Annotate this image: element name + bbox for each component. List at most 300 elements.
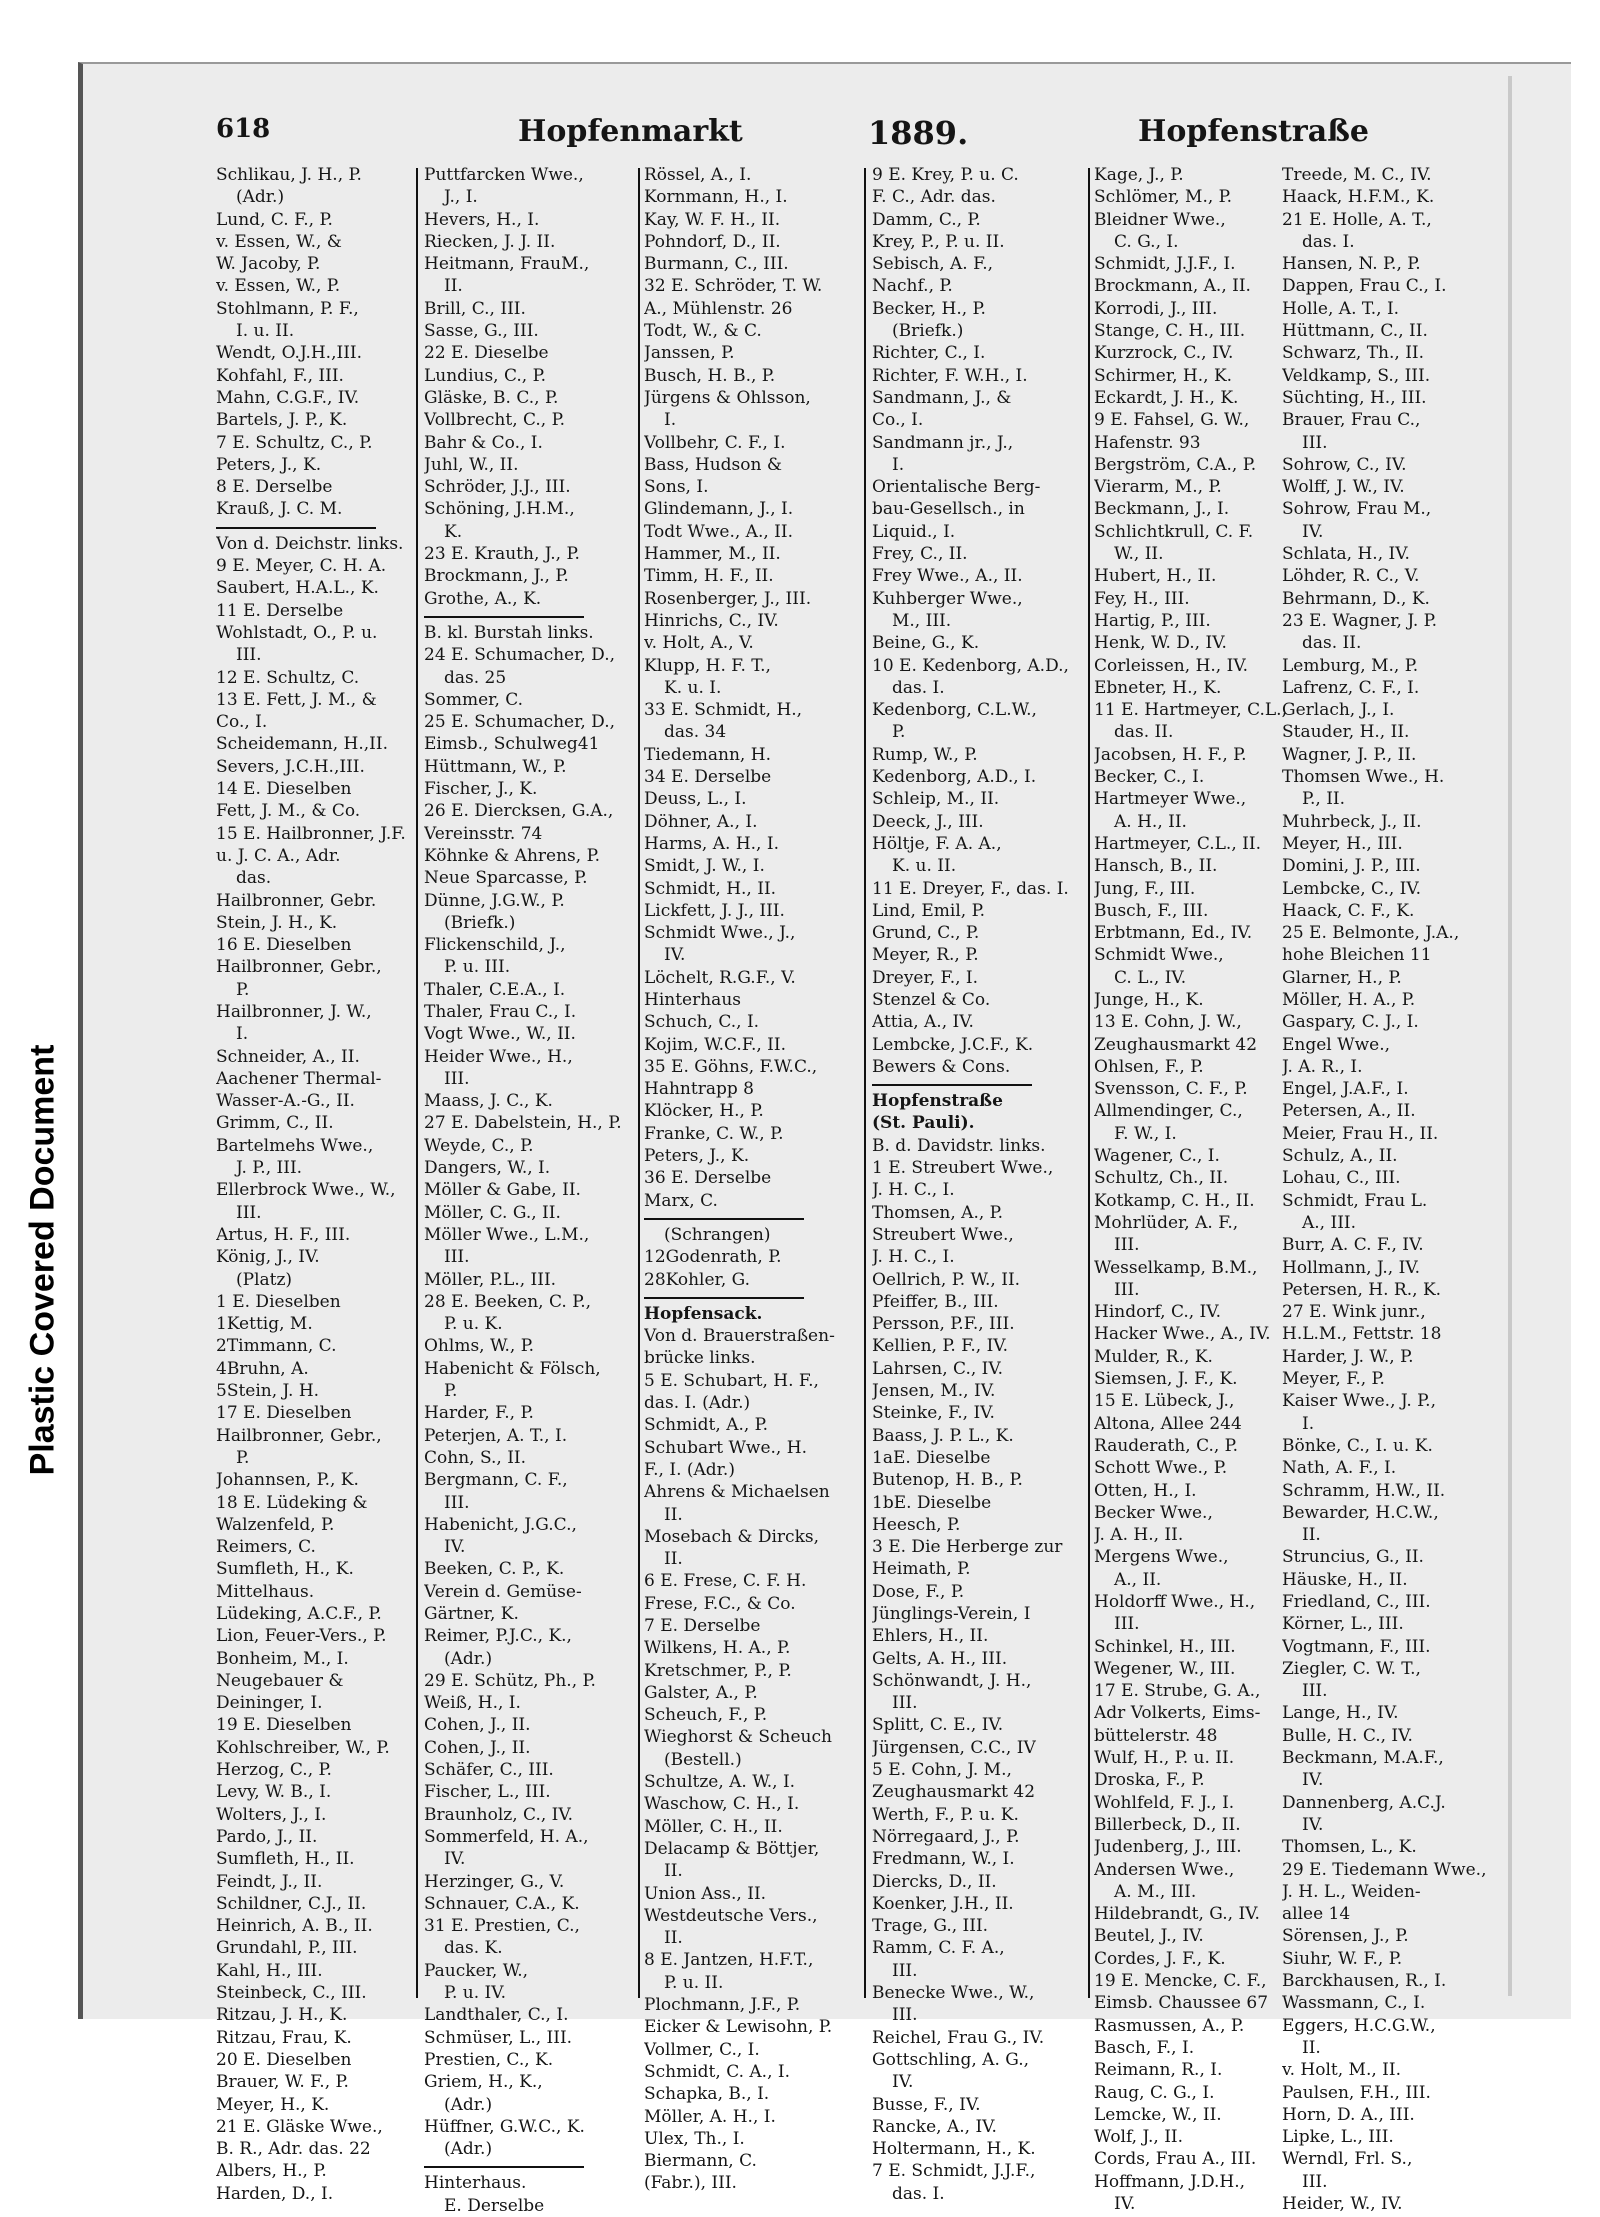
directory-line: Heinrich, A. B., II. xyxy=(216,1916,373,1937)
directory-line: 36 E. Derselbe xyxy=(644,1168,772,1189)
directory-line: Pohndorf, D., II. xyxy=(644,231,781,252)
directory-line: brücke links. xyxy=(644,1348,756,1369)
directory-line: Meyer, F., P. xyxy=(1282,1369,1385,1390)
directory-column-1 xyxy=(216,164,444,2205)
directory-line: Ahrens & Michaelsen xyxy=(644,1482,830,1503)
directory-line: III. xyxy=(1302,2171,1328,2192)
directory-line: Dangers, W., I. xyxy=(424,1158,551,1179)
directory-column-3 xyxy=(644,164,869,2195)
directory-line: Hartmeyer, C.L., II. xyxy=(1094,833,1261,854)
directory-line: Hevers, H., I. xyxy=(424,209,540,230)
directory-line: Jung, F., III. xyxy=(1094,878,1196,899)
directory-line: 19 E. Dieselben xyxy=(216,1715,352,1736)
directory-line: F. C., Adr. das. xyxy=(872,187,996,208)
directory-line: IV. xyxy=(444,1849,466,1870)
directory-line: Neue Sparcasse, P. xyxy=(424,868,588,889)
directory-line: Schmidt, A., P. xyxy=(644,1415,769,1436)
directory-line: Burr, A. C. F., IV. xyxy=(1282,1235,1424,1256)
directory-line: Klöcker, H., P. xyxy=(644,1101,764,1122)
directory-line: das. 25 xyxy=(444,667,507,688)
directory-line: Rauderath, C., P. xyxy=(1094,1435,1239,1456)
directory-line: Zeughausmarkt 42 xyxy=(872,1782,1036,1803)
directory-line: Krauß, J. C. M. xyxy=(216,499,343,520)
directory-line: Holle, A. T., I. xyxy=(1282,298,1400,319)
directory-line: 7 E. Schmidt, J.J.F., xyxy=(872,2161,1036,2182)
directory-line: Waschow, C. H., I. xyxy=(644,1794,800,1815)
directory-line: Beutel, J., IV. xyxy=(1094,1926,1204,1947)
directory-line: W. Jacoby, P. xyxy=(216,254,321,275)
directory-line: Beine, G., K. xyxy=(872,633,980,654)
directory-line: Altona, Allee 244 xyxy=(1094,1413,1242,1434)
directory-line: Cordes, J. F., K. xyxy=(1094,1948,1226,1969)
directory-line: Fredmann, W., I. xyxy=(872,1849,1015,1870)
directory-line: II. xyxy=(664,1928,683,1949)
directory-line: (Fabr.), III. xyxy=(644,2173,737,2194)
directory-line: Andersen Wwe., xyxy=(1094,1859,1235,1880)
directory-line: Griem, H., K., xyxy=(424,2072,543,2093)
directory-line: 33 E. Schmidt, H., xyxy=(644,700,803,721)
directory-line: Cohen, J., II. xyxy=(424,1715,531,1736)
directory-line: Schlata, H., IV. xyxy=(1282,544,1410,565)
directory-line: Wohlstadt, O., P. u. xyxy=(216,622,378,643)
directory-line: Weyde, C., P. xyxy=(424,1135,534,1156)
directory-line: 11 E. Dreyer, F., das. I. xyxy=(872,878,1069,899)
directory-line: III. xyxy=(1302,1681,1328,1702)
directory-line: Union Ass., II. xyxy=(644,1883,767,1904)
directory-line: v. Essen, W., P. xyxy=(216,276,341,297)
directory-line: Bewers & Cons. xyxy=(872,1056,1011,1077)
directory-line: P. u. III. xyxy=(444,957,511,978)
directory-line: Wolff, J. W., IV. xyxy=(1282,477,1405,498)
directory-line: Hüffner, G.W.C., K. xyxy=(424,2116,585,2137)
directory-line: Rancke, A., IV. xyxy=(872,2116,997,2137)
directory-line: Becker, C., I. xyxy=(1094,767,1205,788)
directory-column-6 xyxy=(1282,164,1492,2215)
directory-line: Hinterhaus. xyxy=(424,2173,527,2194)
directory-line: 28Kohler, G. xyxy=(644,1269,751,1290)
directory-line: Levy, W. B., I. xyxy=(216,1782,332,1803)
directory-line: Sandmann, J., & xyxy=(872,387,1012,408)
directory-line: Puttfarcken Wwe., xyxy=(424,165,584,185)
directory-line: Vierarm, M., P. xyxy=(1094,477,1222,498)
directory-column-5 xyxy=(1094,164,1299,2215)
directory-line: I. xyxy=(1302,1413,1315,1434)
directory-line: Wassmann, C., I. xyxy=(1282,1993,1426,2014)
directory-line: Harder, F., P. xyxy=(424,1403,534,1424)
directory-line: Mittelhaus. xyxy=(216,1581,315,1602)
directory-line: Schnauer, C.A., K. xyxy=(424,1893,580,1914)
right-running-title: Hopfenstraße xyxy=(1138,114,1370,149)
directory-line: Ramm, C. F. A., xyxy=(872,1938,1005,1959)
directory-line: Hinrichs, C., IV. xyxy=(644,610,779,631)
section-divider xyxy=(872,1084,1032,1086)
directory-line: Kuhberger Wwe., xyxy=(872,588,1023,609)
directory-line: Hildebrandt, G., IV. xyxy=(1094,1904,1260,1925)
directory-line: Droska, F., P. xyxy=(1094,1770,1205,1791)
directory-line: Thomsen, A., P. xyxy=(872,1202,1004,1223)
directory-line: Riecken, J. J. II. xyxy=(424,231,556,252)
directory-line: Wieghorst & Scheuch xyxy=(644,1727,832,1748)
directory-line: Schultz, Ch., II. xyxy=(1094,1168,1229,1189)
directory-line: Vollmer, C., I. xyxy=(644,2039,760,2060)
directory-line: J. P., III. xyxy=(236,1158,303,1179)
directory-line: H.L.M., Fettstr. 18 xyxy=(1282,1324,1442,1345)
directory-line: C. L., IV. xyxy=(1114,967,1187,988)
directory-line: Albers, H., P. xyxy=(216,2161,327,2182)
directory-line: 1bE. Dieselbe xyxy=(872,1492,992,1513)
directory-line: Döhner, A., I. xyxy=(644,811,758,832)
directory-line: B. R., Adr. das. 22 xyxy=(216,2139,371,2160)
directory-line: Wilkens, H. A., P. xyxy=(644,1638,791,1659)
directory-line: III. xyxy=(1114,1614,1140,1635)
column-rule xyxy=(638,168,640,1998)
directory-line: 27 E. Wink junr., xyxy=(1282,1302,1426,1323)
directory-line: Heitmann, FrauM., xyxy=(424,254,590,275)
directory-line: Jünglings-Verein, I xyxy=(872,1604,1031,1624)
directory-line: 9 E. Fahsel, G. W., xyxy=(1094,410,1250,431)
directory-line: Fey, H., III. xyxy=(1094,588,1190,609)
directory-line: Dreyer, F., I. xyxy=(872,967,979,988)
directory-line: (Briefk.) xyxy=(892,321,964,342)
directory-line: Timm, H. F., II. xyxy=(644,566,774,587)
directory-line: 5Stein, J. H. xyxy=(216,1381,320,1402)
directory-line: Eimsb., Schulweg41 xyxy=(424,734,600,755)
directory-line: A., Mühlenstr. 26 xyxy=(644,298,793,319)
directory-line: Bönke, C., I. u. K. xyxy=(1282,1435,1433,1456)
directory-line: 25 E. Schumacher, D., xyxy=(424,712,616,733)
directory-line: Wendt, O.J.H.,III. xyxy=(216,343,363,364)
directory-line: F. W., I. xyxy=(1114,1123,1177,1144)
directory-line: Landthaler, C., I. xyxy=(424,2005,569,2026)
directory-line: (Adr.) xyxy=(236,187,285,208)
directory-line: Vollbrecht, C., P. xyxy=(424,410,566,431)
directory-line: Schultze, A. W., I. xyxy=(644,1772,796,1793)
directory-line: A. M., III. xyxy=(1114,1881,1197,1902)
directory-line: Thaler, C.E.A., I. xyxy=(424,979,566,1000)
directory-line: Kotkamp, C. H., II. xyxy=(1094,1190,1255,1211)
directory-line: Schildner, C.J., II. xyxy=(216,1893,367,1914)
directory-line: Sommer, C. xyxy=(424,689,524,710)
directory-line: 10 E. Kedenborg, A.D., xyxy=(872,655,1069,676)
directory-line: 14 E. Dieselben xyxy=(216,779,352,800)
directory-line: 23 E. Krauth, J., P. xyxy=(424,544,580,565)
directory-line: Marx, C. xyxy=(644,1190,718,1211)
directory-line: Todt Wwe., A., II. xyxy=(644,521,793,542)
directory-line: Sohrow, Frau M., xyxy=(1282,499,1432,520)
directory-line: IV. xyxy=(892,2072,914,2093)
directory-line: Lemburg, M., P. xyxy=(1282,655,1419,676)
directory-line: Petersen, A., II. xyxy=(1282,1101,1416,1122)
directory-line: B. kl. Burstah links. xyxy=(424,622,594,643)
directory-line: Kaiser Wwe., J. P., xyxy=(1282,1391,1436,1412)
directory-line: Haack, H.F.M., K. xyxy=(1282,187,1435,208)
directory-line: IV. xyxy=(1302,1770,1324,1791)
directory-line: P. xyxy=(444,1381,458,1402)
directory-line: K. u. I. xyxy=(664,677,722,698)
directory-line: III. xyxy=(892,1960,918,1981)
directory-line: Henk, W. D., IV. xyxy=(1094,633,1227,654)
directory-line: Schmüser, L., III. xyxy=(424,2027,573,2048)
directory-line: Grimm, C., II. xyxy=(216,1113,334,1134)
directory-line: Vollbehr, C. F., I. xyxy=(644,432,786,453)
directory-line: Schmidt, J.J.F., I. xyxy=(1094,254,1236,275)
directory-line: Rosenberger, J., III. xyxy=(644,588,812,609)
directory-line: Dappen, Frau C., I. xyxy=(1282,276,1447,297)
directory-line: Sörensen, J., P. xyxy=(1282,1926,1409,1947)
directory-line: Maass, J. C., K. xyxy=(424,1091,553,1112)
directory-line: Neugebauer & xyxy=(216,1670,344,1691)
directory-line: II. xyxy=(664,1861,683,1882)
directory-line: 23 E. Wagner, J. P. xyxy=(1282,610,1438,631)
directory-line: Schröder, J.J., III. xyxy=(424,477,571,498)
directory-line: 3 E. Die Herberge zur xyxy=(872,1537,1063,1558)
directory-line: Brill, C., III. xyxy=(424,298,526,319)
directory-line: Aachener Thermal- xyxy=(216,1068,382,1089)
directory-line: Sumfleth, H., K. xyxy=(216,1559,354,1580)
directory-line: Hindorf, C., IV. xyxy=(1094,1302,1221,1323)
directory-line: Kornmann, H., I. xyxy=(644,187,788,208)
directory-line: J. H. C., I. xyxy=(872,1180,955,1201)
directory-line: III. xyxy=(444,1247,470,1268)
directory-line: Tiedemann, H. xyxy=(644,744,771,765)
directory-line: II. xyxy=(1302,2037,1321,2058)
directory-line: Hollmann, J., IV. xyxy=(1282,1257,1421,1278)
directory-line: v. Holt, M., II. xyxy=(1282,2060,1401,2081)
directory-line: Persson, P.F., III. xyxy=(872,1314,1015,1335)
directory-line: Eicker & Lewisohn, P. xyxy=(644,2017,833,2038)
directory-line: Reimers, C. xyxy=(216,1537,316,1558)
directory-line: Sebisch, A. F., xyxy=(872,254,994,275)
directory-line: Heesch, P. xyxy=(872,1514,961,1535)
directory-line: Burmann, C., III. xyxy=(644,254,789,275)
directory-line: Ritzau, J. H., K. xyxy=(216,2005,348,2026)
directory-line: Svensson, C. F., P. xyxy=(1094,1079,1248,1100)
directory-line: Bewarder, H.C.W., xyxy=(1282,1502,1439,1523)
directory-line: Junge, H., K. xyxy=(1094,989,1204,1010)
directory-line: Schott Wwe., P. xyxy=(1094,1458,1228,1479)
directory-line: Lafrenz, C. F., I. xyxy=(1282,677,1420,698)
directory-line: III. xyxy=(1302,432,1328,453)
directory-line: Sasse, G., III. xyxy=(424,321,539,342)
directory-line: Meyer, H., III. xyxy=(1282,833,1403,854)
directory-line: Galster, A., P. xyxy=(644,1682,758,1703)
directory-line: II. xyxy=(444,276,463,297)
directory-line: Heider Wwe., H., xyxy=(424,1046,573,1067)
directory-line: Horn, D. A., III. xyxy=(1282,2104,1415,2125)
directory-line: P. xyxy=(236,979,250,1000)
directory-line: Glindemann, J., I. xyxy=(644,499,794,520)
directory-line: (Bestell.) xyxy=(664,1749,742,1770)
directory-line: Kurzrock, C., IV. xyxy=(1094,343,1234,364)
directory-line: Cohn, S., II. xyxy=(424,1447,527,1468)
directory-line: 24 E. Schumacher, D., xyxy=(424,645,616,666)
directory-line: A., III. xyxy=(1302,1212,1357,1233)
directory-line: 9 E. Krey, P. u. C. xyxy=(872,165,1019,185)
directory-line: Schmidt, Frau L. xyxy=(1282,1190,1428,1211)
directory-line: (Adr.) xyxy=(444,2094,493,2115)
directory-line: Löhder, R. C., V. xyxy=(1282,566,1420,587)
directory-line: bau-Gesellsch., in xyxy=(872,499,1025,520)
directory-line: I. xyxy=(236,1024,249,1045)
directory-line: Von d. Deichstr. links. xyxy=(216,533,404,554)
directory-line: E. Derselbe xyxy=(444,2195,545,2216)
directory-line: Hansch, B., II. xyxy=(1094,856,1218,877)
directory-line: Möller, C. G., II. xyxy=(424,1202,561,1223)
directory-line: Möller Wwe., L.M., xyxy=(424,1224,590,1245)
directory-line: Co., I. xyxy=(872,410,924,431)
directory-line: Braunholz, C., IV. xyxy=(424,1804,574,1825)
directory-line: Lahrsen, C., IV. xyxy=(872,1358,1004,1379)
directory-line: das. I. xyxy=(892,677,945,698)
directory-line: Habenicht & Fölsch, xyxy=(424,1358,601,1379)
directory-line: Basch, F., I. xyxy=(1094,2037,1195,2058)
directory-line: Möller, P.L., III. xyxy=(424,1269,557,1290)
directory-line: Paulsen, F.H., III. xyxy=(1282,2082,1431,2103)
directory-line: Sons, I. xyxy=(644,477,709,498)
directory-line: Hacker Wwe., A., IV. xyxy=(1094,1324,1271,1345)
directory-line: Lembcke, C., IV. xyxy=(1282,878,1422,899)
year-heading: 1889. xyxy=(868,114,969,152)
directory-line: Hansen, N. P., P. xyxy=(1282,254,1421,275)
directory-line: IV. xyxy=(1302,1814,1324,1835)
directory-line: Kohfahl, F., III. xyxy=(216,365,344,386)
directory-line: Gaspary, C. J., I. xyxy=(1282,1012,1419,1033)
section-divider xyxy=(644,1218,804,1220)
directory-line: Muhrbeck, J., II. xyxy=(1282,811,1422,832)
column-rule xyxy=(416,168,418,1998)
directory-line: Engel Wwe., xyxy=(1282,1034,1391,1055)
directory-line: Körner, L., III. xyxy=(1282,1614,1404,1635)
directory-line: Grund, C., P. xyxy=(872,923,980,944)
directory-line: 32 E. Schröder, T. W. xyxy=(644,276,823,297)
directory-line: 11 E. Derselbe xyxy=(216,600,344,621)
directory-line: Brauer, Frau C., xyxy=(1282,410,1421,431)
directory-line: IV. xyxy=(444,1537,466,1558)
directory-line: Schneider, A., II. xyxy=(216,1046,360,1067)
directory-line: Damm, C., P. xyxy=(872,209,981,230)
directory-line: Bulle, H. C., IV. xyxy=(1282,1725,1413,1746)
page-number: 618 xyxy=(216,114,271,144)
directory-line: 29 E. Schütz, Ph., P. xyxy=(424,1670,596,1691)
directory-line: Trage, G., III. xyxy=(872,1916,989,1937)
directory-line: Löchelt, R.G.F., V. xyxy=(644,967,796,988)
directory-line: Wasser-A.-G., II. xyxy=(216,1091,355,1112)
directory-line: Kellien, P. F., IV. xyxy=(872,1336,1009,1357)
directory-line: Nörregaard, J., P. xyxy=(872,1826,1020,1847)
directory-line: Jensen, M., IV. xyxy=(872,1381,996,1402)
directory-line: Rössel, A., I. xyxy=(644,165,752,185)
directory-line: Herzog, C., P. xyxy=(216,1760,332,1781)
directory-line: 13 E. Cohn, J. W., xyxy=(1094,1012,1242,1033)
directory-line: Lund, C. F., P. xyxy=(216,209,333,230)
directory-line: Bonheim, M., I. xyxy=(216,1648,349,1669)
directory-line: 28 E. Beeken, C. P., xyxy=(424,1291,591,1312)
directory-line: Thomsen, L., K. xyxy=(1282,1837,1417,1858)
directory-line: Artus, H. F., III. xyxy=(216,1224,351,1245)
directory-line: Ohlms, W., P. xyxy=(424,1336,535,1357)
directory-line: Heider, W., IV. xyxy=(1282,2194,1403,2215)
directory-line: 2Timmann, C. xyxy=(216,1336,337,1357)
directory-line: Bergmann, C. F., xyxy=(424,1470,568,1491)
directory-line: Brockmann, A., II. xyxy=(1094,276,1251,297)
directory-line: Von d. Brauerstraßen- xyxy=(644,1326,835,1347)
directory-line: Heimath, P. xyxy=(872,1559,971,1580)
directory-line: 17 E. Dieselben xyxy=(216,1403,352,1424)
directory-line: Stein, J. H., K. xyxy=(216,912,338,933)
directory-line: IV. xyxy=(1114,2194,1136,2215)
directory-line: Möller, C. H., II. xyxy=(644,1816,783,1837)
directory-line: Dannenberg, A.C.J. xyxy=(1282,1792,1446,1813)
directory-line: Allmendinger, C., xyxy=(1094,1101,1243,1122)
directory-line: 7 E. Derselbe xyxy=(644,1616,761,1636)
directory-line: Vogt Wwe., W., II. xyxy=(424,1024,576,1045)
directory-line: 22 E. Dieselbe xyxy=(424,343,549,364)
directory-line: Haack, C. F., K. xyxy=(1282,900,1415,921)
directory-line: Schramm, H.W., II. xyxy=(1282,1480,1446,1501)
directory-line: III. xyxy=(892,2005,918,2026)
directory-line: Schlichtkrull, C. F. xyxy=(1094,521,1254,542)
directory-line: Reimer, P.J.C., K., xyxy=(424,1626,572,1647)
directory-line: Frey, C., II. xyxy=(872,544,968,565)
directory-line: Lüdeking, A.C.F., P. xyxy=(216,1604,382,1624)
directory-line: C. G., I. xyxy=(1114,231,1179,252)
side-label: Plastic Covered Document xyxy=(23,1044,62,1476)
left-running-title: Hopfenmarkt xyxy=(518,114,743,149)
directory-line: Vereinsstr. 74 xyxy=(424,823,543,844)
directory-line: Reimann, R., I. xyxy=(1094,2060,1223,2081)
directory-line: Vogtmann, F., III. xyxy=(1282,1636,1431,1657)
directory-line: Deuss, L., I. xyxy=(644,789,747,810)
directory-line: Cohen, J., II. xyxy=(424,1737,531,1758)
directory-line: 1 E. Streubert Wwe., xyxy=(872,1158,1054,1179)
directory-line: Siemsen, J. F., K. xyxy=(1094,1369,1238,1390)
directory-line: Rump, W., P. xyxy=(872,744,978,765)
directory-line: 6 E. Frese, C. F. H. xyxy=(644,1571,807,1592)
directory-line: 13 E. Fett, J. M., & xyxy=(216,689,377,710)
directory-line: Delacamp & Böttjer, xyxy=(644,1838,820,1859)
directory-line: Schäfer, C., III. xyxy=(424,1760,554,1781)
directory-line: Wagner, J. P., II. xyxy=(1282,744,1417,765)
directory-line: 17 E. Strube, G. A., xyxy=(1094,1681,1261,1702)
directory-line: Paucker, W., xyxy=(424,1960,529,1981)
directory-line: Feindt, J., II. xyxy=(216,1871,323,1892)
directory-line: Brauer, W. F., P. xyxy=(216,2072,349,2093)
directory-line: Kay, W. F. H., II. xyxy=(644,209,781,230)
section-heading: Hopfensack. xyxy=(644,1303,763,1324)
directory-line: Butenop, H. B., P. xyxy=(872,1470,1023,1491)
directory-line: 27 E. Dabelstein, H., P. xyxy=(424,1113,622,1134)
directory-line: Sandmann jr., J., xyxy=(872,432,1014,453)
directory-line: III. xyxy=(892,1693,918,1714)
directory-line: 21 E. Holle, A. T., xyxy=(1282,209,1432,230)
directory-line: Mahn, C.G.F., IV. xyxy=(216,387,360,408)
directory-line: Attia, A., IV. xyxy=(872,1012,974,1033)
directory-line: Dünne, J.G.W., P. xyxy=(424,890,565,911)
directory-line: J. A. H., II. xyxy=(1094,1525,1184,1546)
directory-line: Erbtmann, Ed., IV. xyxy=(1094,923,1253,944)
directory-line: Mosebach & Dircks, xyxy=(644,1526,819,1547)
directory-line: 29 E. Tiedemann Wwe., xyxy=(1282,1859,1487,1880)
directory-line: 15 E. Hailbronner, J.F. xyxy=(216,823,406,844)
directory-line: Pardo, J., II. xyxy=(216,1826,318,1847)
directory-line: Gelts, A. H., III. xyxy=(872,1648,1008,1669)
directory-line: Hahntrapp 8 xyxy=(644,1079,754,1100)
directory-line: Ziegler, C. W. T., xyxy=(1282,1658,1421,1679)
directory-line: Hailbronner, Gebr., xyxy=(216,1425,382,1446)
directory-line: I. xyxy=(664,410,677,431)
directory-line: Stange, C. H., III. xyxy=(1094,321,1246,342)
directory-line: 19 E. Mencke, C. F., xyxy=(1094,1971,1267,1992)
